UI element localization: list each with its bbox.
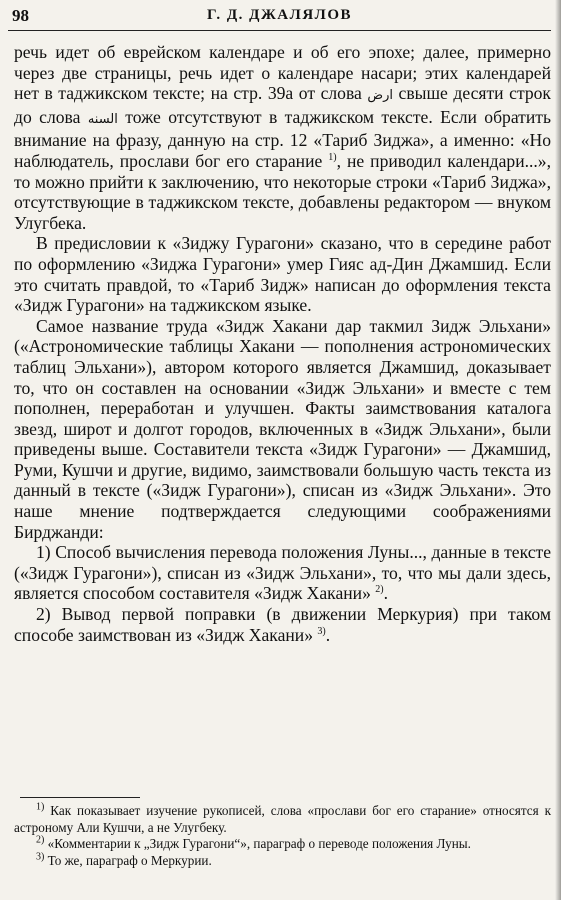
paragraph-5 — [14, 604, 551, 645]
footnote-1 — [14, 803, 551, 836]
paragraph-1 — [14, 42, 551, 233]
footnote-3-mark: 3) — [36, 851, 45, 863]
footnote-2-mark: 2) — [36, 834, 45, 846]
page-header — [8, 4, 551, 31]
footnote-1-text: Как показывает изучение рукописей, слова «прослави бог его старание» относятся к астроному Али Кушчи, а не Улугбеку. — [14, 803, 551, 835]
paragraph-5-end: . — [325, 624, 331, 645]
footnotes — [14, 803, 551, 869]
main-text — [14, 42, 551, 645]
footnote-3-text: То же, параграф о Меркурии. — [44, 852, 212, 868]
footnote-divider — [20, 797, 140, 798]
paragraph-4 — [14, 542, 551, 604]
footnote-ref-2: 2) — [375, 584, 384, 596]
page-edge-shadow — [555, 0, 561, 900]
paragraph-1-text-c: тоже отсутствуют в таджикском тексте. Если обратить внимание на фразу, данную на стр. 12 «Тариб Зиджа», а именно: «Но наблюдатель, прослави бог его старание — [14, 106, 551, 171]
footnote-2 — [14, 836, 551, 853]
paragraph-1-text-b: свыше десяти строк до слова — [14, 83, 551, 127]
paragraph-1-text-d: , не приводил календари...», то можно прийти к заключению, что некоторые строки «Тариб Зиджа», отсутствующие в таджикском тексте, добавлены редактором — внуком Улугбека. — [14, 150, 551, 233]
paragraph-4-end: . — [383, 583, 389, 604]
footnote-ref-1: 1) — [328, 152, 337, 164]
footnote-ref-3: 3) — [317, 625, 326, 637]
paragraph-2: В предисловии к «Зиджу Гурагони» сказано, что в середине работ по оформлению «Зиджа Гурагони» умер Гияс ад-Дин Джамшид. Если это считать правдой, то «Тариб Зидж» написан до оформления текста «Зидж Гурагони» на таджикском языке. — [14, 233, 551, 316]
footnote-1-mark: 1) — [36, 801, 45, 813]
arabic-word-2: السنه — [87, 111, 118, 127]
arabic-word-1: ارض — [367, 88, 393, 104]
running-title: Г. Д. ДЖАЛЯЛОВ — [206, 7, 352, 23]
paragraph-5-text: 2) Вывод первой поправки (в движении Меркурия) при таком способе заимствован из «Зидж Хакани» — [14, 604, 551, 645]
paragraph-3: Самое название труда «Зидж Хакани дар такмил Зидж Эльхани» («Астрономические таблицы Хакани — пополнения астрономических таблиц Эльхани»), автором которого является Джамшид, доказывает то, что он составлен на основании «Зидж Эльхани» и вместе с тем пополнен, переработан и улучшен. Факты заимствования каталога звезд, широт и долгот городов, включенных в «Зидж Эльхани», были приведены выше. Составители текста «Зидж Гурагони» — Джамшид, Руми, Кушчи и другие, видимо, заимствовали большую часть текста из данный в тексте («Зидж Гурагони»), списан из «Зидж Эльхани». Это наше мнение подтверждается следующими соображениями Бирджанди: — [14, 315, 551, 542]
footnote-3 — [14, 853, 551, 870]
paragraph-1-text-a: речь идет об еврейском календаре и об его эпохе; далее, примерно через две страницы, речь идет о календаре насари; этих календарей нет в таджикском тексте; на стр. 39а от слова — [14, 42, 551, 104]
page-number: 98 — [12, 6, 29, 25]
paragraph-4-text: 1) Способ вычисления перевода положения Луны..., данные в тексте («Зидж Гурагони»), списан из «Зидж Эльхани», то, что мы дали здесь, является способом составителя «Зидж Хакани» — [14, 542, 551, 604]
footnote-2-text: «Комментарии к „Зидж Гурагони“», параграф о переводе положения Луны. — [44, 836, 471, 851]
